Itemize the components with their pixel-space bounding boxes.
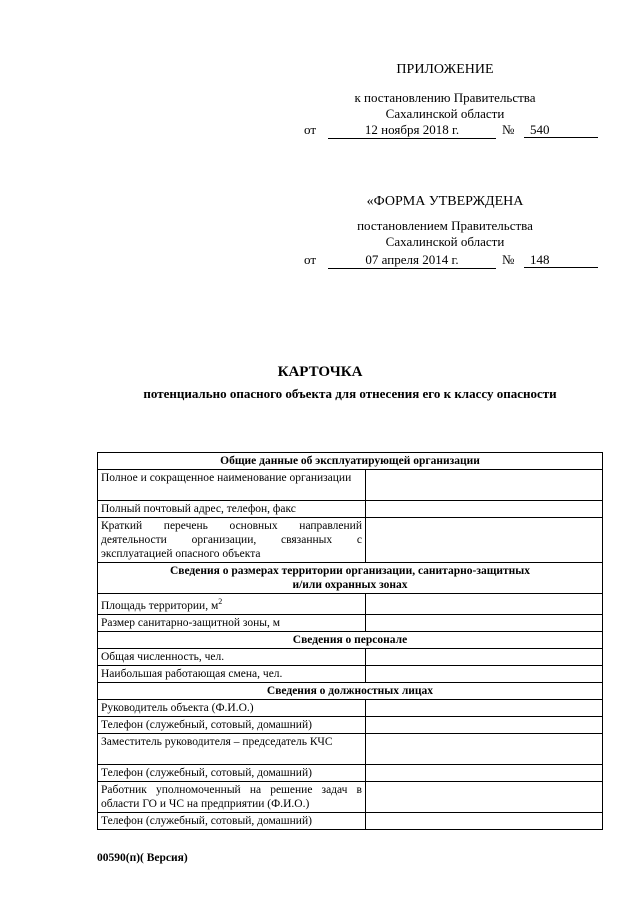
label-largest-shift: Наибольшая работающая смена, чел. bbox=[98, 665, 366, 682]
label-deputy: Заместитель руководителя – председатель КЧС bbox=[98, 733, 366, 764]
label-phone-2: Телефон (служебный, сотовый, домашний) bbox=[98, 764, 366, 781]
value-deputy bbox=[366, 733, 603, 764]
value-org-name bbox=[366, 470, 603, 501]
section-territory-line-2: и/или охранных зонах bbox=[292, 579, 408, 591]
approved-line-1: постановлением Правительства bbox=[357, 218, 533, 233]
table-row bbox=[98, 733, 603, 764]
table-row bbox=[98, 716, 603, 733]
value-go-officer bbox=[366, 781, 603, 812]
table-row bbox=[98, 518, 603, 563]
table-row bbox=[98, 665, 603, 682]
value-phone-2 bbox=[366, 764, 603, 781]
label-go-officer: Работник уполномоченный на решение задач в области ГО и ЧС на предприятии (Ф.И.О.) bbox=[98, 781, 366, 812]
appendix-title: ПРИЛОЖЕНИЕ bbox=[396, 62, 494, 77]
label-phone-1: Телефон (служебный, сотовый, домашний) bbox=[98, 716, 366, 733]
label-address: Полный почтовый адрес, телефон, факс bbox=[98, 501, 366, 518]
label-area bbox=[98, 594, 366, 615]
footer-code: 00590(п)( Версия) bbox=[97, 852, 188, 864]
section-staff: Сведения о персонале bbox=[98, 631, 603, 648]
label-sanzone: Размер санитарно-защитной зоны, м bbox=[98, 614, 366, 631]
appendix-number: 540 bbox=[524, 122, 598, 138]
table-row bbox=[98, 781, 603, 812]
section-general: Общие данные об эксплуатирующей организации bbox=[98, 453, 603, 470]
appendix-line-1: к постановлению Правительства bbox=[354, 90, 536, 105]
label-phone-3: Телефон (служебный, сотовый, домашний) bbox=[98, 812, 366, 829]
approved-number-sign: № bbox=[502, 252, 515, 267]
section-territory-line-1: Сведения о размерах территории организации, санитарно-защитных bbox=[169, 565, 531, 577]
value-phone-1 bbox=[366, 716, 603, 733]
table-row bbox=[98, 470, 603, 501]
table-row bbox=[98, 453, 603, 470]
approved-number: 148 bbox=[524, 252, 598, 268]
table-row bbox=[98, 764, 603, 781]
table-row bbox=[98, 563, 603, 594]
table-row bbox=[98, 812, 603, 829]
value-area bbox=[366, 594, 603, 615]
appendix-ot-label: от bbox=[304, 122, 317, 137]
approved-line-2: Сахалинской области bbox=[385, 234, 505, 249]
value-largest-shift bbox=[366, 665, 603, 682]
value-head bbox=[366, 699, 603, 716]
approved-date: 07 апреля 2014 г. bbox=[328, 252, 496, 269]
label-area-text: Площадь территории, м bbox=[101, 599, 219, 612]
table-row bbox=[98, 594, 603, 615]
table-row bbox=[98, 614, 603, 631]
card-table bbox=[97, 452, 603, 830]
table-row bbox=[98, 631, 603, 648]
value-address bbox=[366, 501, 603, 518]
appendix-number-sign: № bbox=[502, 122, 515, 137]
section-officials: Сведения о должностных лицах bbox=[98, 682, 603, 699]
appendix-date: 12 ноября 2018 г. bbox=[328, 122, 496, 139]
value-total-staff bbox=[366, 648, 603, 665]
label-head: Руководитель объекта (Ф.И.О.) bbox=[98, 699, 366, 716]
value-phone-3 bbox=[366, 812, 603, 829]
card-title: КАРТОЧКА bbox=[277, 364, 363, 380]
value-activity bbox=[366, 518, 603, 563]
approved-ot-label: от bbox=[304, 252, 317, 267]
table-row bbox=[98, 682, 603, 699]
card-subtitle: потенциально опасного объекта для отнесения его к классу опасности bbox=[143, 386, 557, 401]
label-activity: Краткий перечень основных направлений деятельности организации, связанных с эксплуатацией опасного объекта bbox=[98, 518, 366, 563]
table-row bbox=[98, 699, 603, 716]
value-sanzone bbox=[366, 614, 603, 631]
table-row bbox=[98, 501, 603, 518]
approved-title: «ФОРМА УТВЕРЖДЕНА bbox=[366, 194, 524, 209]
label-total-staff: Общая численность, чел. bbox=[98, 648, 366, 665]
table-row bbox=[98, 648, 603, 665]
appendix-line-2: Сахалинской области bbox=[385, 106, 505, 121]
label-area-sup: 2 bbox=[218, 597, 223, 606]
section-territory bbox=[98, 563, 603, 594]
label-org-name: Полное и сокращенное наименование организации bbox=[98, 470, 366, 501]
